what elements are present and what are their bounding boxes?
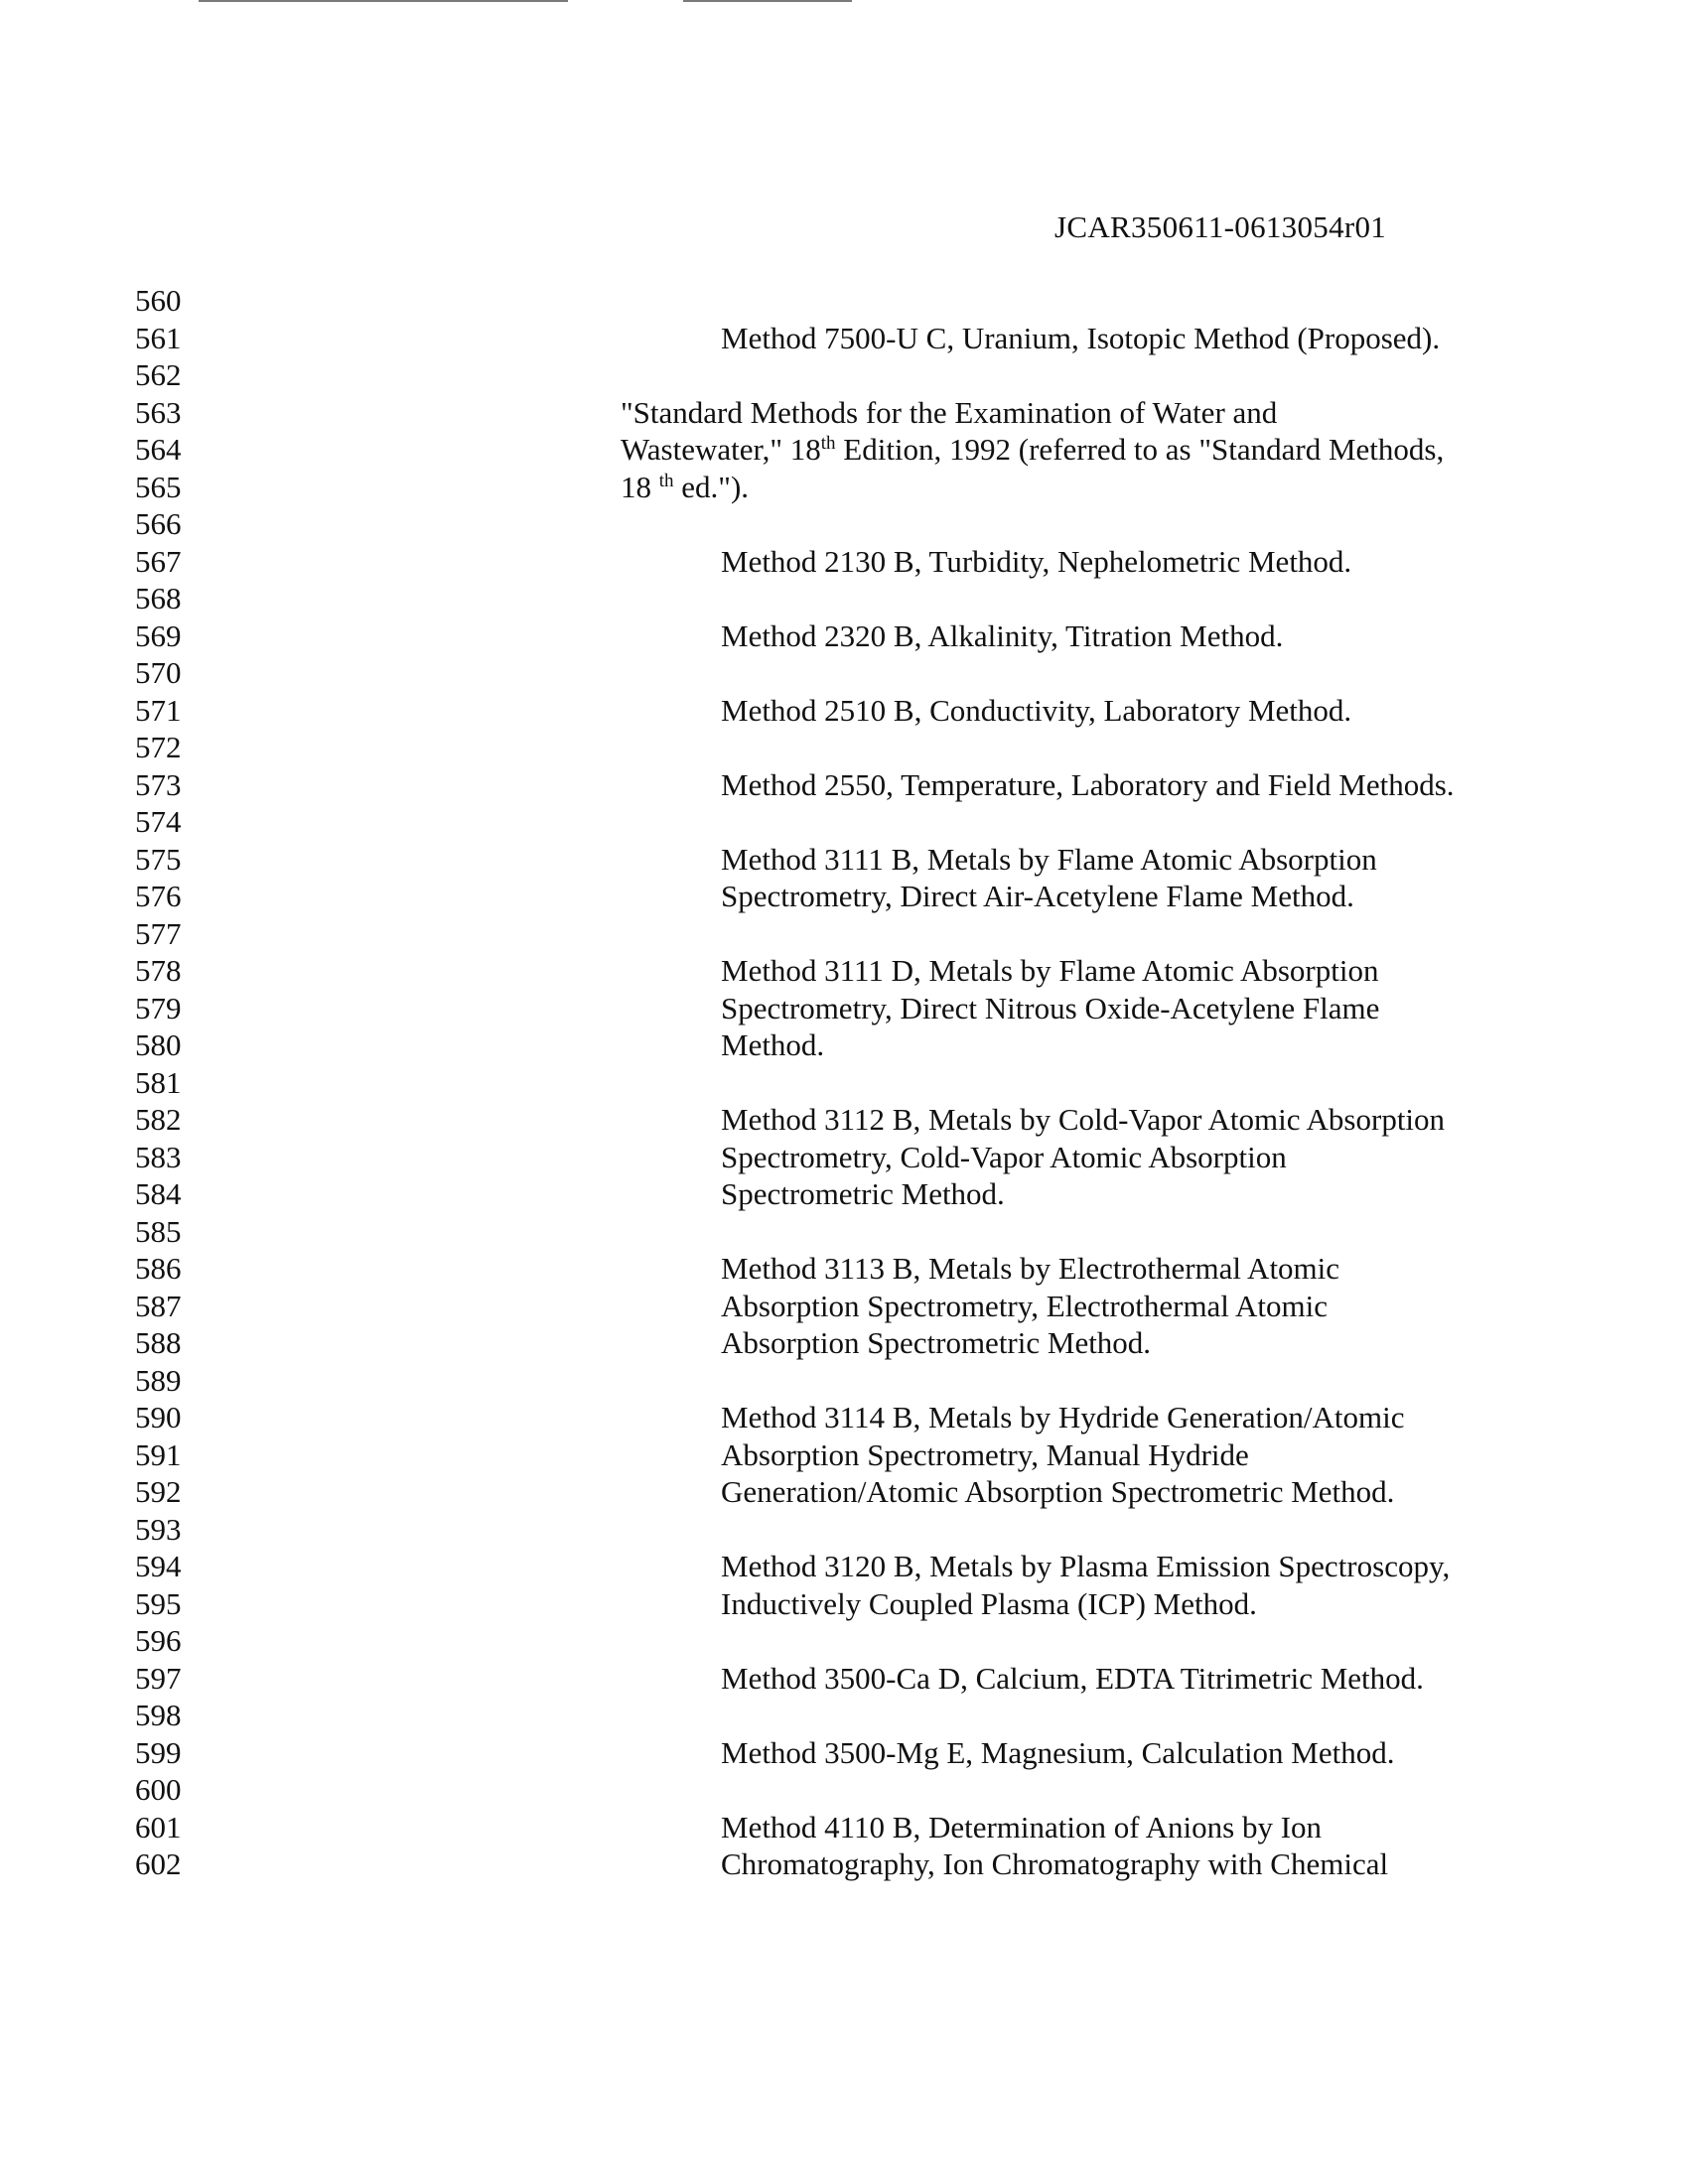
line-text: Method 3112 B, Metals by Cold-Vapor Atomic Absorption (721, 1102, 1446, 1137)
line-number: 582 (135, 1102, 182, 1137)
line-text: Absorption Spectrometry, Manual Hydride (721, 1436, 1249, 1472)
line-number: 599 (135, 1734, 182, 1770)
line-number: 566 (135, 506, 182, 541)
line-number: 562 (135, 357, 182, 392)
line-text: "Standard Methods for the Examination of Water and (621, 394, 1278, 430)
line-text: Absorption Spectrometric Method. (721, 1325, 1152, 1360)
line-number: 591 (135, 1436, 182, 1472)
line-number: 579 (135, 990, 182, 1025)
line-number: 567 (135, 543, 182, 579)
line-number: 563 (135, 394, 182, 430)
line-number: 587 (135, 1288, 182, 1323)
line-number: 575 (135, 841, 182, 877)
line-number: 568 (135, 581, 182, 615)
line-text: Inductively Coupled Plasma (ICP) Method. (721, 1585, 1257, 1621)
line-number: 592 (135, 1474, 182, 1509)
line-text: Method 2320 B, Alkalinity, Titration Method. (721, 617, 1284, 653)
line-number: 580 (135, 1027, 182, 1062)
line-text-part: Edition, 1992 (referred to as "Standard Methods, (835, 432, 1445, 467)
line-number: 569 (135, 617, 182, 653)
line-text: Spectrometry, Cold-Vapor Atomic Absorption (721, 1139, 1287, 1174)
line-number: 576 (135, 879, 182, 913)
scan-artifact-line (199, 0, 568, 2)
line-number: 565 (135, 469, 182, 504)
line-number: 596 (135, 1623, 182, 1658)
line-text (621, 431, 1444, 469)
line-number: 602 (135, 1846, 182, 1881)
superscript-ordinal: th (658, 470, 674, 491)
line-number: 584 (135, 1176, 182, 1211)
line-number: 585 (135, 1213, 182, 1249)
line-number: 571 (135, 692, 182, 728)
line-text: Method 7500-U C, Uranium, Isotopic Method (Proposed). (721, 320, 1441, 355)
scan-artifact-line (683, 0, 852, 2)
line-number: 595 (135, 1585, 182, 1621)
line-text: Generation/Atomic Absorption Spectrometric Method. (721, 1474, 1395, 1509)
line-number: 588 (135, 1325, 182, 1360)
line-text: Method 2510 B, Conductivity, Laboratory Method. (721, 692, 1352, 728)
line-text-part: Wastewater," 18 (621, 432, 821, 467)
line-text-part: 18 (621, 469, 659, 504)
line-text: Method 3500-Ca D, Calcium, EDTA Titrimetric Method. (721, 1660, 1424, 1696)
line-number: 570 (135, 655, 182, 690)
line-number: 581 (135, 1064, 182, 1100)
line-number: 586 (135, 1251, 182, 1286)
line-number: 598 (135, 1698, 182, 1732)
line-text: Absorption Spectrometry, Electrothermal Atomic (721, 1288, 1328, 1323)
line-number: 573 (135, 766, 182, 802)
line-number: 574 (135, 804, 182, 839)
line-number: 577 (135, 915, 182, 951)
line-text: Method 3120 B, Metals by Plasma Emission Spectroscopy, (721, 1549, 1451, 1583)
line-text: Method 4110 B, Determination of Anions by Ion (721, 1809, 1323, 1844)
line-number: 600 (135, 1772, 182, 1807)
line-text: Spectrometric Method. (721, 1176, 1005, 1211)
line-number: 578 (135, 953, 182, 988)
line-number: 590 (135, 1400, 182, 1434)
line-text (621, 469, 749, 506)
line-text: Method 3111 B, Metals by Flame Atomic Absorption (721, 841, 1377, 877)
line-text: Spectrometry, Direct Nitrous Oxide-Acetylene Flame (721, 990, 1380, 1025)
line-text: Spectrometry, Direct Air-Acetylene Flame Method. (721, 879, 1354, 913)
line-number: 564 (135, 432, 182, 467)
line-number: 589 (135, 1362, 182, 1398)
line-text: Method 3111 D, Metals by Flame Atomic Absorption (721, 953, 1379, 988)
line-number: 594 (135, 1549, 182, 1583)
line-number: 561 (135, 320, 182, 355)
line-number: 560 (135, 283, 182, 318)
line-number: 601 (135, 1809, 182, 1844)
line-text: Chromatography, Ion Chromatography with Chemical (721, 1846, 1389, 1881)
line-text-part: ed."). (673, 469, 750, 504)
superscript-ordinal: th (820, 433, 836, 454)
line-text: Method 2550, Temperature, Laboratory and Field Methods. (721, 766, 1455, 802)
line-text: Method. (721, 1027, 825, 1062)
line-text: Method 3114 B, Metals by Hydride Generation/Atomic (721, 1400, 1405, 1434)
line-number: 572 (135, 730, 182, 764)
line-text: Method 3500-Mg E, Magnesium, Calculation Method. (721, 1734, 1395, 1770)
line-number: 593 (135, 1511, 182, 1547)
line-number: 583 (135, 1139, 182, 1174)
document-id: JCAR350611-0613054r01 (1054, 209, 1387, 244)
line-text: Method 2130 B, Turbidity, Nephelometric Method. (721, 543, 1352, 579)
line-number: 597 (135, 1660, 182, 1696)
line-text: Method 3113 B, Metals by Electrothermal Atomic (721, 1251, 1340, 1286)
